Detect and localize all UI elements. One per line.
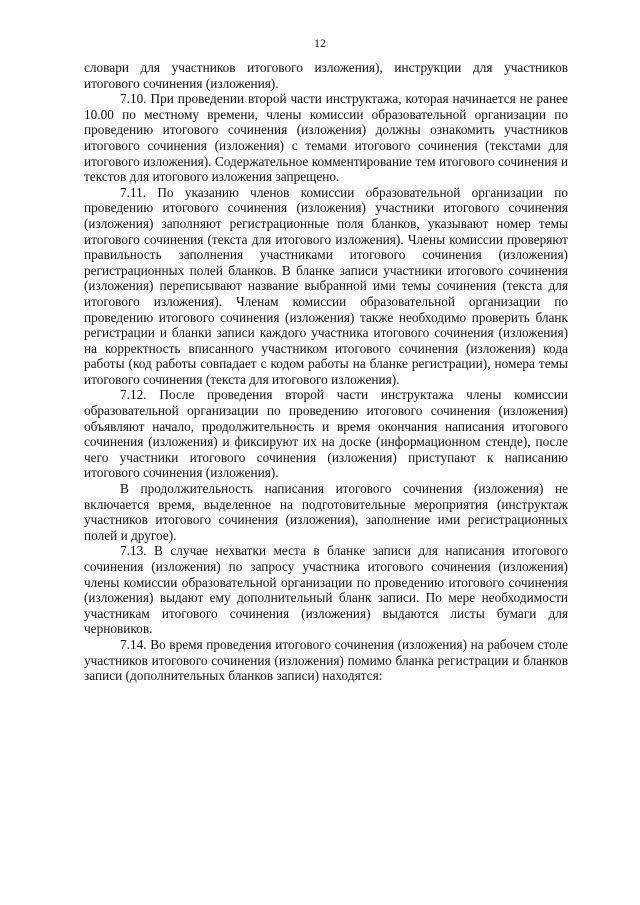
paragraph-7-10: 7.10. При проведении второй части инструктажа, которая начинается не ранее 10.00 по местному времени, члены комиссии образовательной организации по проведению итогового сочинения (изложения) должны ознакомить участников итогового сочинения (изложения) с темами итогового сочинения (текстами для итогового изложения). Содержательное комментирование тем итогового сочинения и текстов для итогового изложения запрещено. [84,91,568,185]
page-number: 12 [314,36,326,50]
paragraph-continuation: словари для участников итогового изложения), инструкции для участников итогового сочинения (изложения). [84,60,568,91]
paragraph-duration-note: В продолжительность написания итогового сочинения (изложения) не включается время, выделенное на подготовительные мероприятия (инструктаж участников итогового сочинения (изложения), заполнение ими регистрационных полей и другое). [84,481,568,543]
paragraph-7-13: 7.13. В случае нехватки места в бланке записи для написания итогового сочинения (изложения) по запросу участника итогового сочинения (изложения) члены комиссии образовательной организации по проведению итогового сочинения (изложения) выдают ему дополнительный бланк записи. По мере необходимости участникам итогового сочинения (изложения) выдаются листы бумаги для черновиков. [84,543,568,637]
paragraph-7-14: 7.14. Во время проведения итогового сочинения (изложения) на рабочем столе участников итогового сочинения (изложения) помимо бланка регистрации и бланков записи (дополнительных бланков записи) находятся: [84,636,568,684]
paragraph-7-12: 7.12. После проведения второй части инструктажа члены комиссии образовательной организации по проведению итогового сочинения (изложения) объявляют начало, продолжительность и время окончания написания итогового сочинения (изложения) и фиксируют их на доске (информационном стенде), после чего участники итогового сочинения (изложения) приступают к написанию итогового сочинения (изложения). [84,387,568,481]
paragraph-7-11: 7.11. По указанию членов комиссии образовательной организации по проведению итогового сочинения (изложения) участники итогового сочинения (изложения) заполняют регистрационные поля бланков, указывают номер темы итогового сочинения (текста для итогового изложения). Члены комиссии проверяют правильность заполнения участниками итогового сочинения (изложения) регистрационных полей бланков. В бланке записи участники итогового сочинения (изложения) переписывают название выбранной ими темы сочинения (текста для итогового изложения). Членам комиссии образовательной организации по проведению итогового сочинения (изложения) также необходимо проверить бланк регистрации и бланки записи каждого участника итогового сочинения (изложения) на корректность вписанного участником итогового сочинения (изложения) кода работы (код работы совпадает с кодом работы на бланке регистрации), номера темы итогового сочинения (текста для итогового изложения). [84,184,568,387]
document-body [84,60,568,684]
